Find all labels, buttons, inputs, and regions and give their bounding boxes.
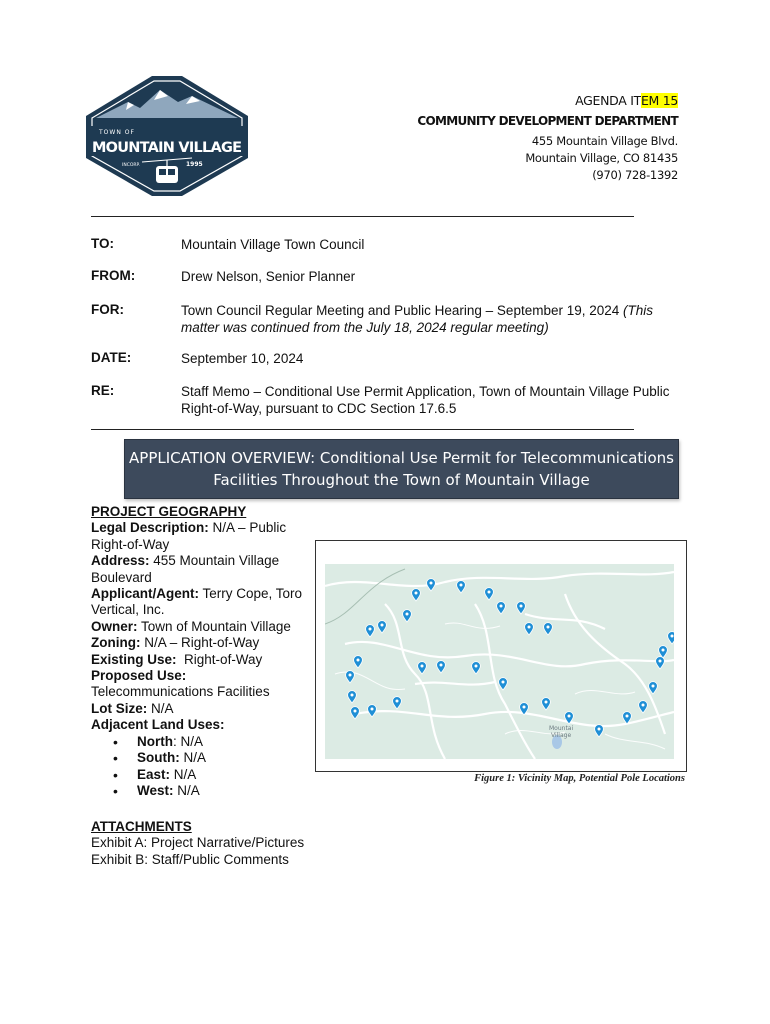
date-label: DATE: xyxy=(91,350,132,365)
for-note: (This matter was continued from the July 18, 2024 regular meeting) xyxy=(181,303,654,335)
existing-use: Existing Use: Right-of-Way xyxy=(91,651,263,667)
banner-line-1: APPLICATION OVERVIEW: Conditional Use Permit for Telecommunications xyxy=(129,449,674,467)
map-pin-dot xyxy=(523,706,526,709)
adjacent-south: • South: N/A xyxy=(137,750,311,766)
town-logo xyxy=(82,74,252,198)
map-pin-dot xyxy=(545,701,548,704)
to-label: TO: xyxy=(91,236,114,251)
map-pin-dot xyxy=(547,626,550,629)
agenda-prefix: AGENDA IT xyxy=(575,93,641,108)
map-pin-dot xyxy=(659,660,662,663)
adjacent-east: • East: N/A xyxy=(137,767,311,783)
map-pin-dot xyxy=(381,624,384,627)
attachments-title: ATTACHMENTS xyxy=(91,819,192,834)
address-line-2: Mountain Village, CO 81435 xyxy=(525,151,678,165)
map-pin-dot xyxy=(528,626,531,629)
attachment-exhibit-a: Exhibit A: Project Narrative/Pictures xyxy=(91,835,305,851)
map-pin-dot xyxy=(642,704,645,707)
owner: Owner: Town of Mountain Village xyxy=(91,618,291,634)
map-pin-dot xyxy=(371,708,374,711)
re-label: RE: xyxy=(91,383,115,398)
address: Address: 455 Mountain Village Boulevard xyxy=(91,553,280,585)
applicant-agent: Applicant/Agent: Terry Cope, Toro Vertical, Inc. xyxy=(91,586,303,618)
logo-name: MOUNTAIN VILLAGE xyxy=(92,140,242,156)
map-pin-dot xyxy=(349,674,352,677)
map-pin-dot xyxy=(626,715,629,718)
attachment-exhibit-b: Exhibit B: Staff/Public Comments xyxy=(91,851,289,867)
adjacent-west: • West: N/A xyxy=(137,783,311,799)
bottom-divider xyxy=(91,429,634,430)
map-pin-dot xyxy=(415,592,418,595)
map-pin-dot xyxy=(671,635,674,638)
for-value xyxy=(181,302,686,336)
map-place-label-2: Village xyxy=(551,732,572,739)
map-pin-dot xyxy=(421,665,424,668)
map-pin-dot xyxy=(396,700,399,703)
to-value: Mountain Village Town Council xyxy=(181,237,365,252)
from-label: FROM: xyxy=(91,268,136,283)
from-value: Drew Nelson, Senior Planner xyxy=(181,269,356,284)
top-divider xyxy=(91,216,634,217)
map-caption: Figure 1: Vicinity Map, Potential Pole Locations xyxy=(474,773,685,784)
map-pin-dot xyxy=(351,694,354,697)
map-place-label-1: Mountai xyxy=(549,725,574,732)
map-pin-dot xyxy=(652,685,655,688)
banner-line-2: Facilities Throughout the Town of Mountain Village xyxy=(213,471,590,489)
map-pin-dot xyxy=(520,605,523,608)
map-pin-dot xyxy=(357,659,360,662)
map-pin-dot xyxy=(475,665,478,668)
map-pin-dot xyxy=(500,605,503,608)
map-pin-dot xyxy=(502,681,505,684)
for-label: FOR: xyxy=(91,302,124,317)
date-value: September 10, 2024 xyxy=(181,351,304,366)
agenda-item xyxy=(575,93,678,108)
map-pin-dot xyxy=(440,664,443,667)
logo-town-of: TOWN OF xyxy=(99,129,135,136)
vicinity-map xyxy=(315,540,687,772)
map-canvas xyxy=(325,564,674,759)
agenda-highlight: EM 15 xyxy=(640,93,678,108)
zoning: Zoning: N/A – Right-of-Way xyxy=(91,635,260,651)
map-pin-dot xyxy=(598,728,601,731)
map-pin-dot xyxy=(369,628,372,631)
application-overview-banner xyxy=(124,439,679,499)
map-pin-dot xyxy=(488,591,491,594)
map-pin-dot xyxy=(430,582,433,585)
address-line-1: 455 Mountain Village Blvd. xyxy=(531,134,678,148)
phone-number: (970) 728-1392 xyxy=(592,168,678,182)
map-pin-dot xyxy=(460,584,463,587)
geography-title: PROJECT GEOGRAPHY xyxy=(91,504,247,519)
map-pin-dot xyxy=(568,715,571,718)
map-pin-dot xyxy=(406,613,409,616)
project-geography xyxy=(91,504,311,799)
for-text: Town Council Regular Meeting and Public Hearing – September 19, 2024 xyxy=(181,303,620,318)
adjacent-list xyxy=(91,734,311,800)
lot-size: Lot Size: N/A xyxy=(91,700,174,716)
proposed-use: Proposed Use: Telecommunications Facilities xyxy=(91,668,270,700)
logo-incorp: INCORP. xyxy=(122,163,140,168)
attachments xyxy=(91,819,304,868)
department-name: COMMUNITY DEVELOPMENT DEPARTMENT xyxy=(417,114,678,128)
re-value: Staff Memo – Conditional Use Permit Application, Town of Mountain Village Public Right-of-Way, pursuant to CDC Section 17.6.5 xyxy=(181,384,670,416)
legal-description: Legal Description: N/A – Public Right-of-Way xyxy=(91,520,287,552)
map-pin-dot xyxy=(662,649,665,652)
map-pin-dot xyxy=(354,710,357,713)
logo-year: 1995 xyxy=(186,161,203,168)
adjacent-land-uses: Adjacent Land Uses: xyxy=(91,717,225,733)
adjacent-north: • North: N/A xyxy=(137,734,311,750)
